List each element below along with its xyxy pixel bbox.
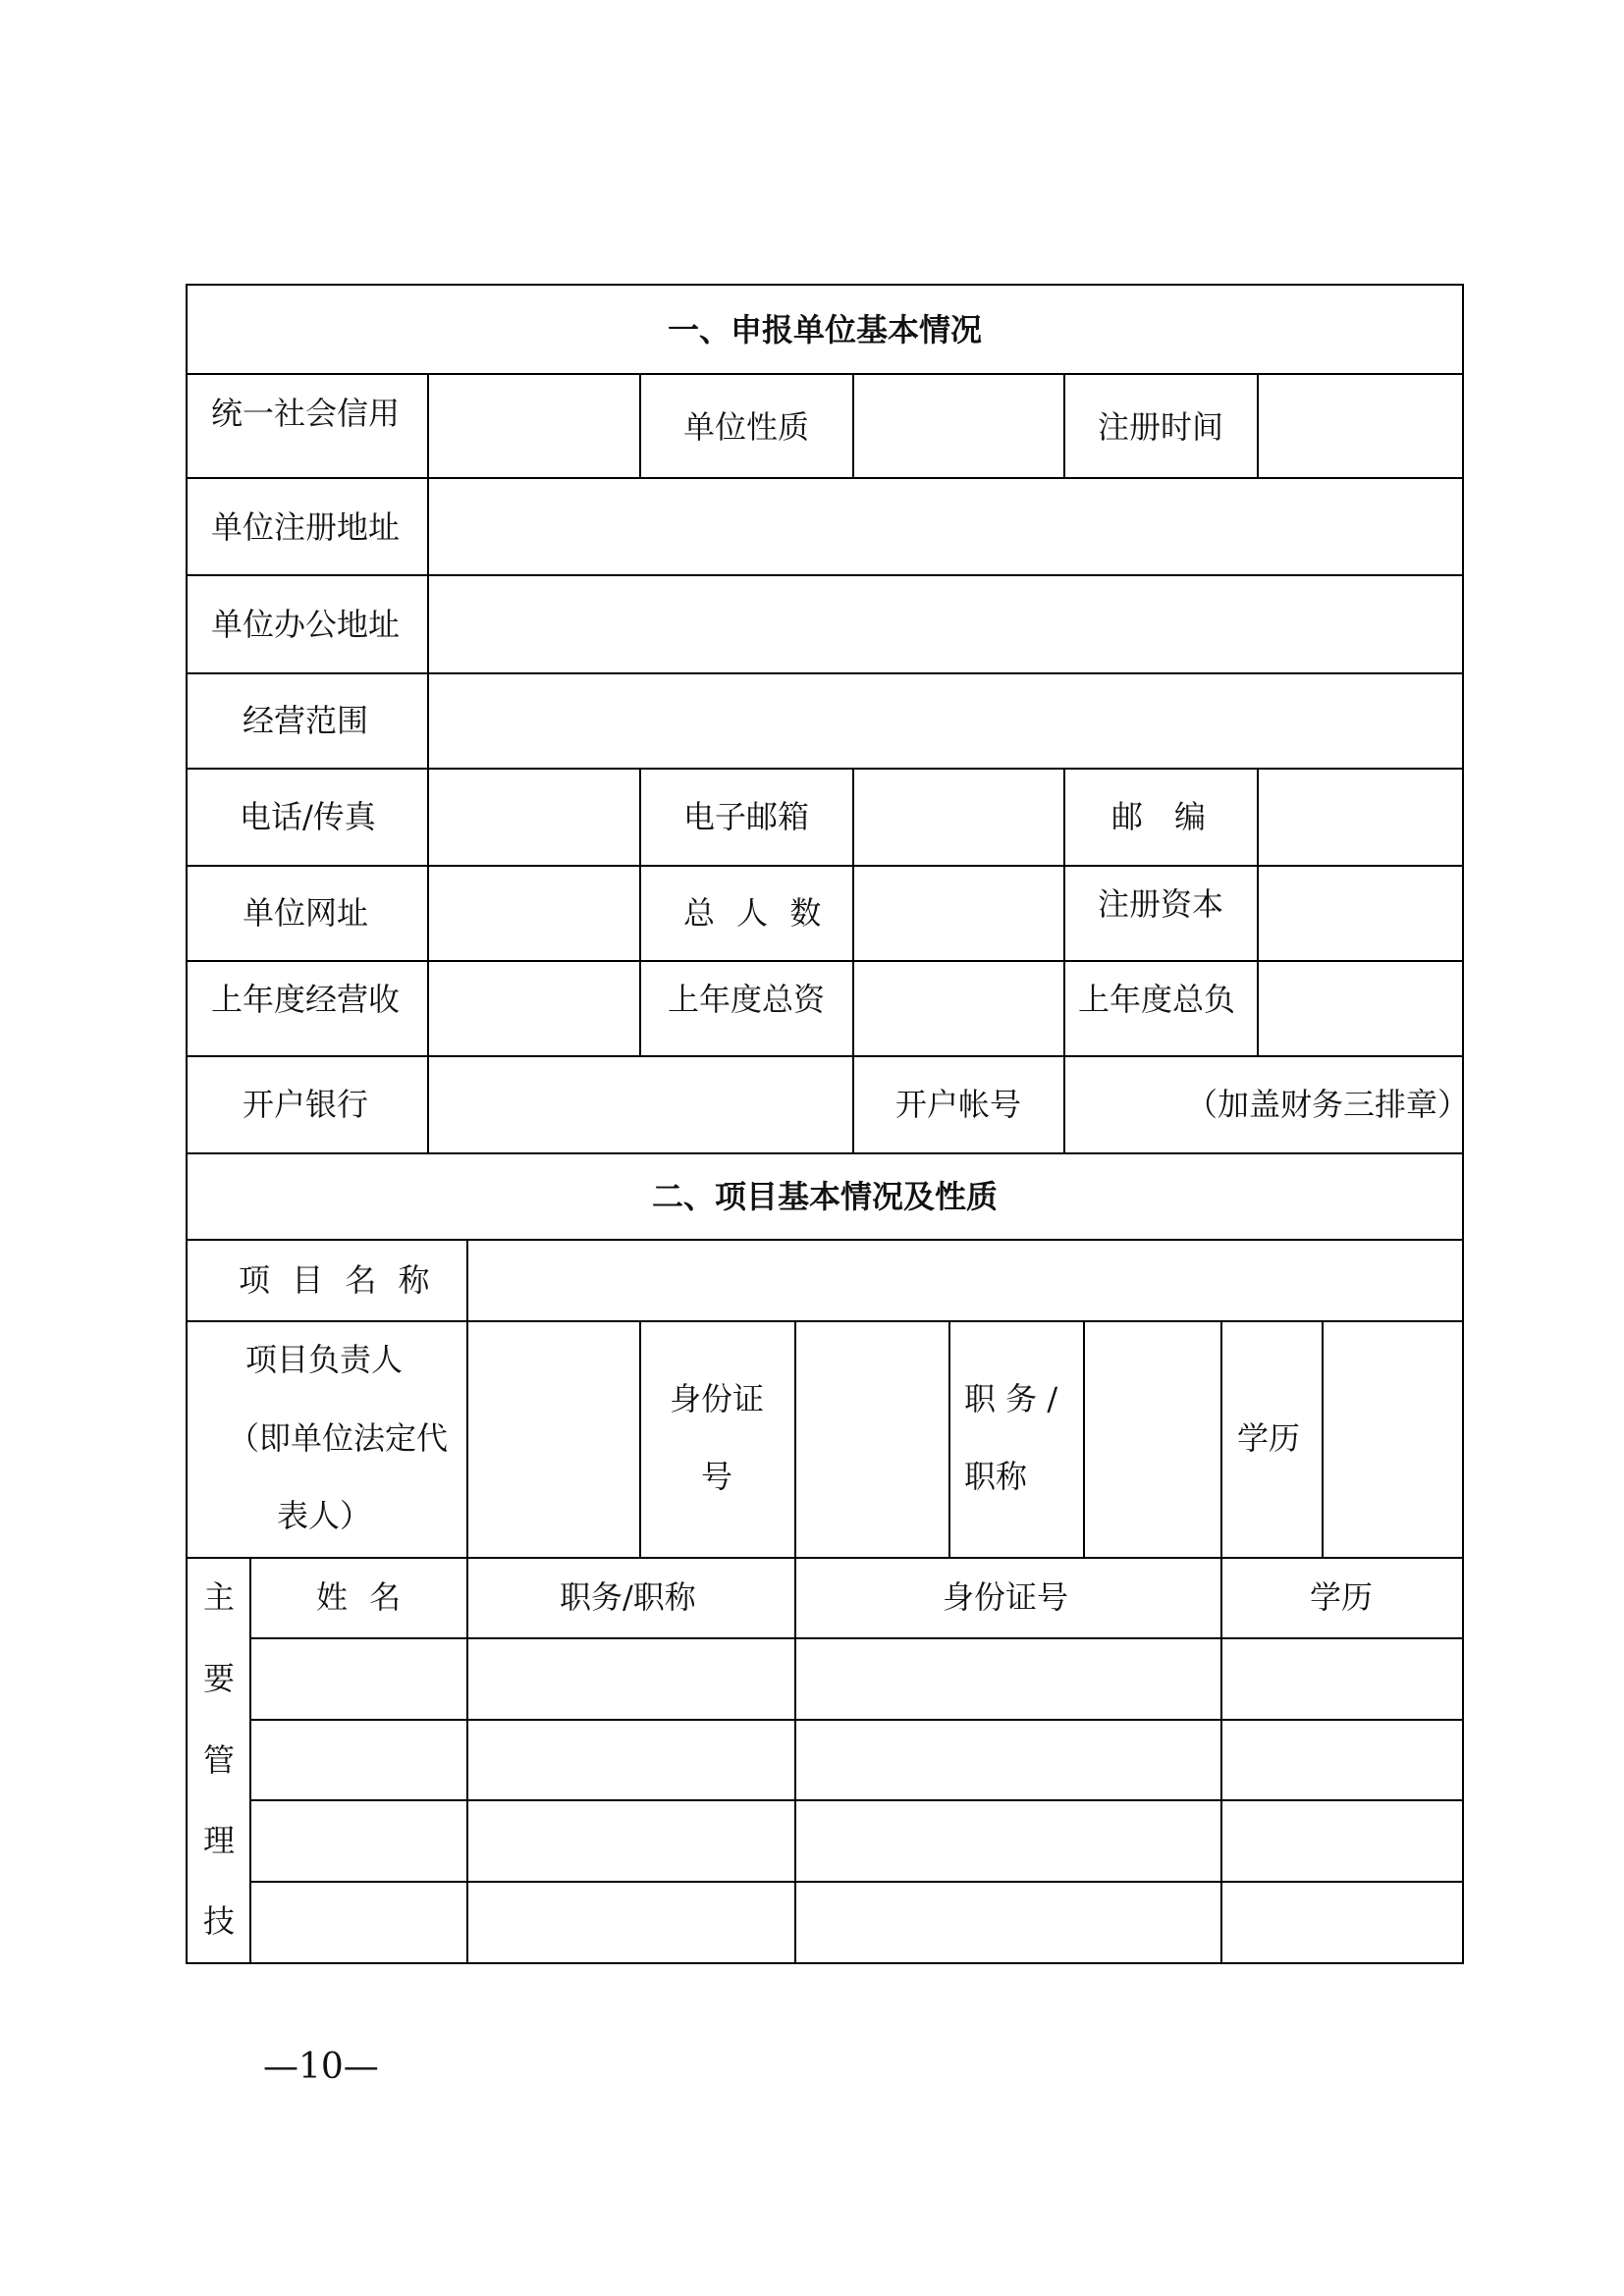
bank-label: 开户银行 bbox=[243, 1086, 369, 1123]
staff-header-education: 学历 bbox=[1310, 1578, 1374, 1616]
website-label: 单位网址 bbox=[243, 894, 369, 932]
side-label-char-4: 理 bbox=[203, 1822, 236, 1859]
title-label-line2: 职称 bbox=[964, 1458, 1028, 1495]
side-label-char-2: 要 bbox=[203, 1660, 236, 1697]
leader-label-line1: 项目负责人 bbox=[245, 1341, 404, 1378]
staff-header-name: 姓 名 bbox=[316, 1578, 407, 1616]
section2-title: 二、项目基本情况及性质 bbox=[651, 1178, 998, 1215]
last-year-revenue-label: 上年度经营收 bbox=[211, 981, 401, 1018]
business-scope-label: 经营范围 bbox=[243, 702, 369, 739]
account-no-label: 开户帐号 bbox=[895, 1086, 1022, 1123]
stamp-note: （加盖财务三排章） bbox=[1186, 1086, 1470, 1123]
reg-time-label: 注册时间 bbox=[1098, 408, 1224, 446]
id-label-line1: 身份证 bbox=[670, 1380, 765, 1417]
unit-nature-label: 单位性质 bbox=[683, 408, 810, 446]
side-label-char-1: 主 bbox=[203, 1578, 236, 1616]
staff-header-id: 身份证号 bbox=[943, 1578, 1069, 1616]
phone-fax-label: 电话/传真 bbox=[240, 798, 376, 835]
total-staff-label: 总 人 数 bbox=[683, 894, 828, 932]
last-year-assets-label: 上年度总资 bbox=[668, 981, 826, 1018]
side-label-char-3: 管 bbox=[203, 1741, 236, 1779]
reg-address-label: 单位注册地址 bbox=[211, 508, 401, 546]
reg-capital-label: 注册资本 bbox=[1098, 885, 1224, 923]
id-label-line2: 号 bbox=[701, 1458, 733, 1495]
staff-header-title: 职务/职称 bbox=[560, 1578, 696, 1616]
project-name-label: 项 目 名 称 bbox=[239, 1261, 436, 1299]
credit-code-label: 统一社会信用 bbox=[211, 395, 401, 432]
office-address-label: 单位办公地址 bbox=[211, 606, 401, 643]
education-label: 学历 bbox=[1237, 1419, 1301, 1457]
email-label: 电子邮箱 bbox=[683, 798, 810, 835]
section1-title: 一、申报单位基本情况 bbox=[667, 311, 982, 348]
title-label-line1: 职 务 / bbox=[964, 1380, 1058, 1417]
postcode-label: 邮 编 bbox=[1111, 798, 1207, 835]
leader-label-line2: （即单位法定代 bbox=[228, 1419, 449, 1457]
page-number: —10— bbox=[263, 2047, 379, 2087]
last-year-liabilities-label: 上年度总负 bbox=[1078, 981, 1236, 1018]
side-label-char-5: 技 bbox=[203, 1902, 236, 1940]
leader-label-line3: 表人） bbox=[277, 1497, 372, 1534]
